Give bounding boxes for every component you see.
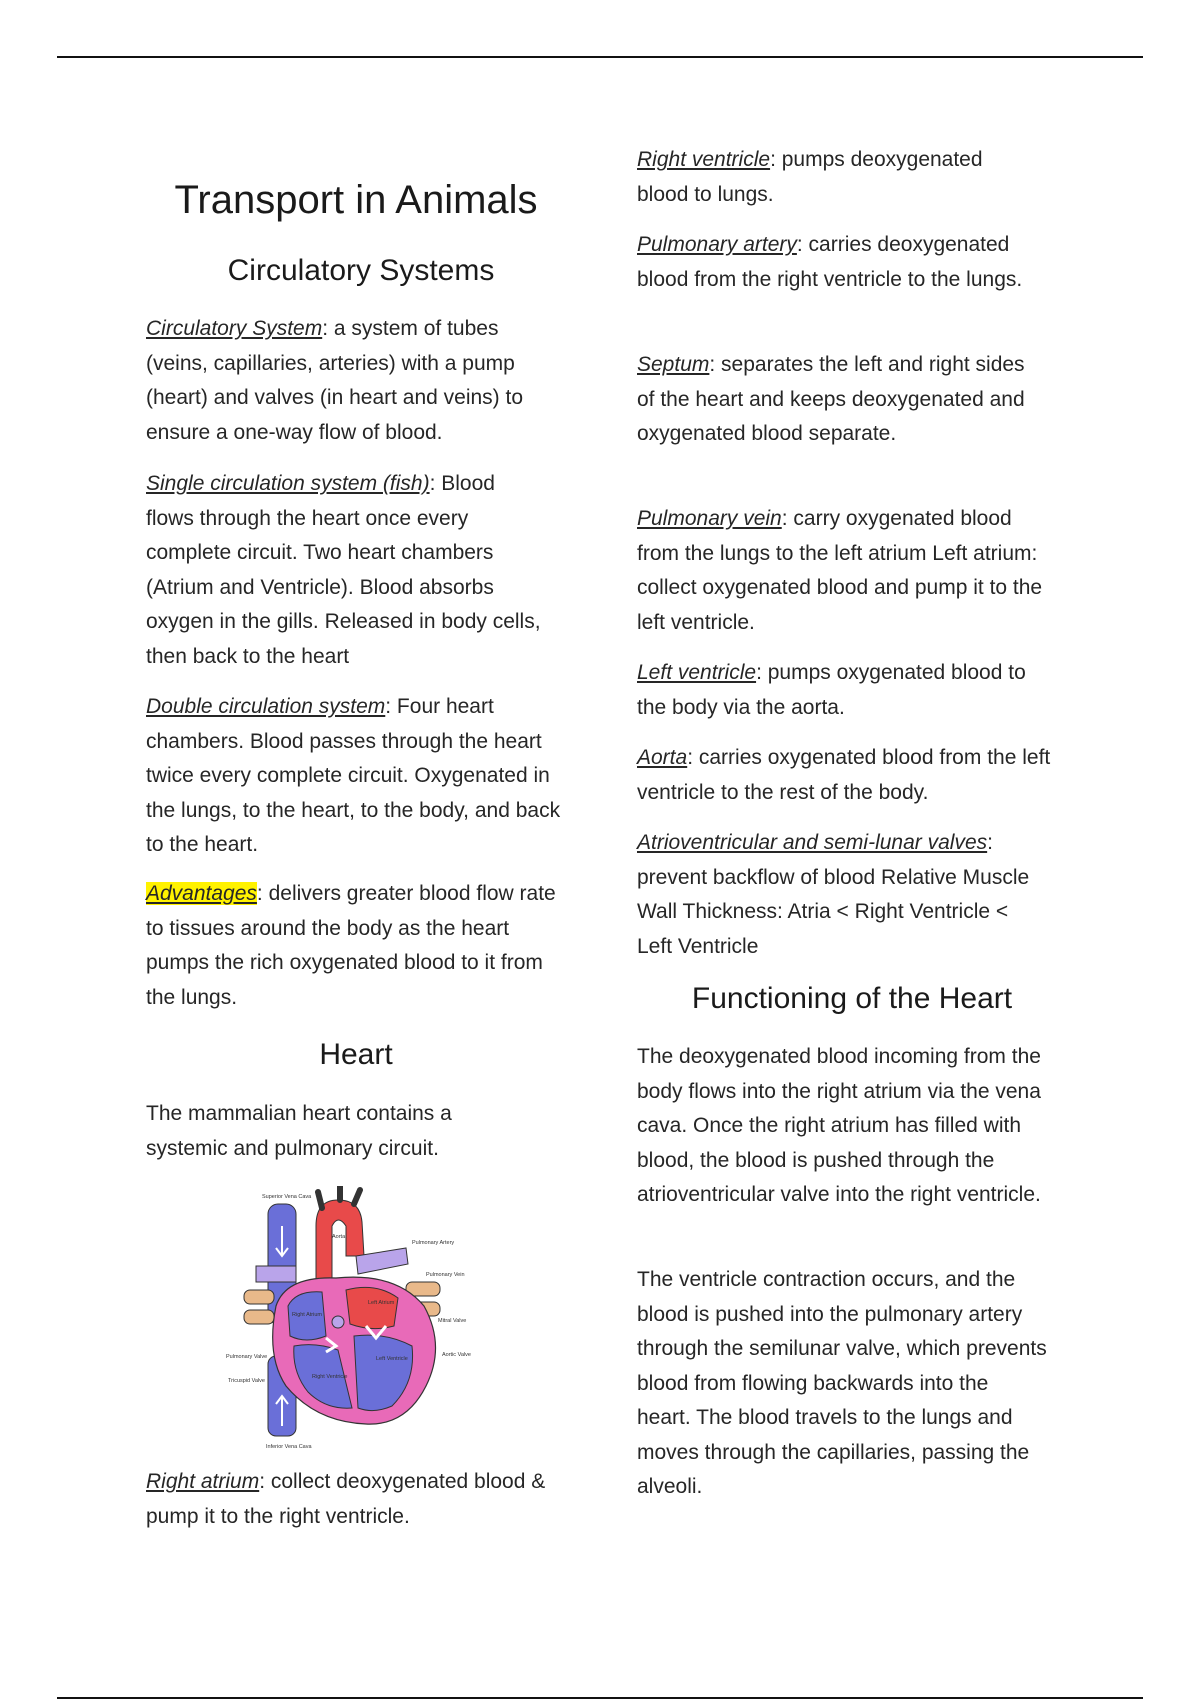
term-pulmonary-vein: Pulmonary vein	[637, 507, 782, 530]
para-right-ventricle: Right ventricle: pumps deoxygenated blood to lungs.	[637, 148, 983, 206]
label-pulmonary-artery: Pulmonary Artery	[412, 1240, 455, 1246]
left-atrium	[346, 1287, 398, 1328]
para-left-ventricle: Left ventricle: pumps oxygenated blood to the body via the aorta.	[637, 661, 1026, 719]
term-circulatory-system: Circulatory System	[146, 317, 323, 340]
para-right-atrium: Right atrium: collect deoxygenated blood & pump it to the right ventricle.	[146, 1470, 546, 1528]
term-aorta: Aorta	[637, 746, 688, 769]
label-ivc: Inferior Vena Cava	[266, 1444, 312, 1450]
term-pulmonary-artery: Pulmonary artery	[637, 233, 797, 256]
term-single-circulation: Single circulation system (fish)	[146, 472, 430, 495]
para-pulmonary-artery: Pulmonary artery: carries deoxygenated blood from the right ventricle to the lungs.	[637, 233, 1023, 291]
pulmonary-artery-left	[256, 1266, 296, 1282]
heading-heart: Heart	[319, 1038, 393, 1071]
label-svc: Superior Vena Cava	[262, 1194, 312, 1200]
label-left-atrium: Left Atrium	[368, 1300, 395, 1306]
para-single-circulation: Single circulation system (fish): Blood flows through the heart once every complete circuit. Two heart chambers (Atrium and Ventricle). Blood absorbs oxygen in the gills. Released in body cells, then back to the heart	[146, 472, 541, 668]
para-valves: Atrioventricular and semi-lunar valves: prevent backflow of blood Relative Muscle Wall Thickness: Atria < Right Ventricle < Left Ventricle	[637, 831, 1030, 958]
para-double-circulation: Double circulation system: Four heart chambers. Blood passes through the heart twice every complete circuit. Oxygenated in the lungs, to the heart, to the body, and back to the heart.	[146, 695, 561, 856]
bottom-rule	[57, 1697, 1143, 1699]
term-left-ventricle: Left ventricle	[637, 661, 757, 684]
para-circulatory-system: Circulatory System: a system of tubes (veins, capillaries, arteries) with a pump (heart) and valves (in heart and veins) to ensure a one-way flow of blood.	[146, 317, 524, 444]
para-pulmonary-vein: Pulmonary vein: carry oxygenated blood from the lungs to the left atrium Left atrium: collect oxygenated blood and pump it to the left ventricle.	[637, 507, 1043, 634]
term-advantages: Advantages	[146, 882, 257, 905]
heart-diagram	[226, 1186, 496, 1450]
term-double-circulation: Double circulation system	[146, 695, 386, 718]
term-right-atrium: Right atrium	[146, 1470, 260, 1493]
term-valves: Atrioventricular and semi-lunar valves	[637, 831, 988, 854]
label-right-atrium: Right Atrium	[292, 1312, 322, 1318]
para-advantages: Advantages: delivers greater blood flow rate to tissues around the body as the heart pumps the rich oxygenated blood to it from the lungs.	[146, 882, 556, 1009]
label-aortic-valve: Aortic Valve	[442, 1352, 471, 1358]
label-aorta: Aorta	[332, 1234, 346, 1240]
term-right-ventricle: Right ventricle	[637, 148, 771, 171]
term-septum: Septum	[637, 353, 710, 376]
label-tricuspid-valve: Tricuspid Valve	[228, 1378, 265, 1384]
top-rule	[57, 56, 1143, 58]
label-left-ventricle: Left Ventricle	[376, 1356, 408, 1362]
label-pulmonary-vein: Pulmonary Vein	[426, 1272, 465, 1278]
para-functioning-1: The deoxygenated blood incoming from the body flows into the right atrium via the vena cava. Once the right atrium has filled with blood, the blood is pushed through the atrioventricular valve into the right ventricle.	[637, 1045, 1041, 1206]
page-title: Transport in Animals	[174, 178, 538, 222]
para-aorta: Aorta: carries oxygenated blood from the left ventricle to the rest of the body.	[637, 746, 1051, 804]
heading-circulatory-systems: Circulatory Systems	[227, 254, 495, 287]
label-mitral-valve: Mitral Valve	[438, 1318, 467, 1324]
label-right-ventricle: Right Ventricle	[312, 1374, 348, 1380]
para-functioning-2: The ventricle contraction occurs, and the blood is pushed into the pulmonary artery through the semilunar valve, which prevents blood from flowing backwards into the heart. The blood travels to the lungs and moves through the capillaries, passing the alveoli.	[637, 1268, 1047, 1498]
para-heart-intro: The mammalian heart contains a systemic and pulmonary circuit.	[146, 1102, 452, 1160]
label-pulmonary-valve: Pulmonary Valve	[226, 1354, 268, 1360]
para-septum: Septum: separates the left and right sides of the heart and keeps deoxygenated and oxygenated blood separate.	[637, 353, 1025, 445]
heading-functioning-heart: Functioning of the Heart	[691, 982, 1013, 1015]
